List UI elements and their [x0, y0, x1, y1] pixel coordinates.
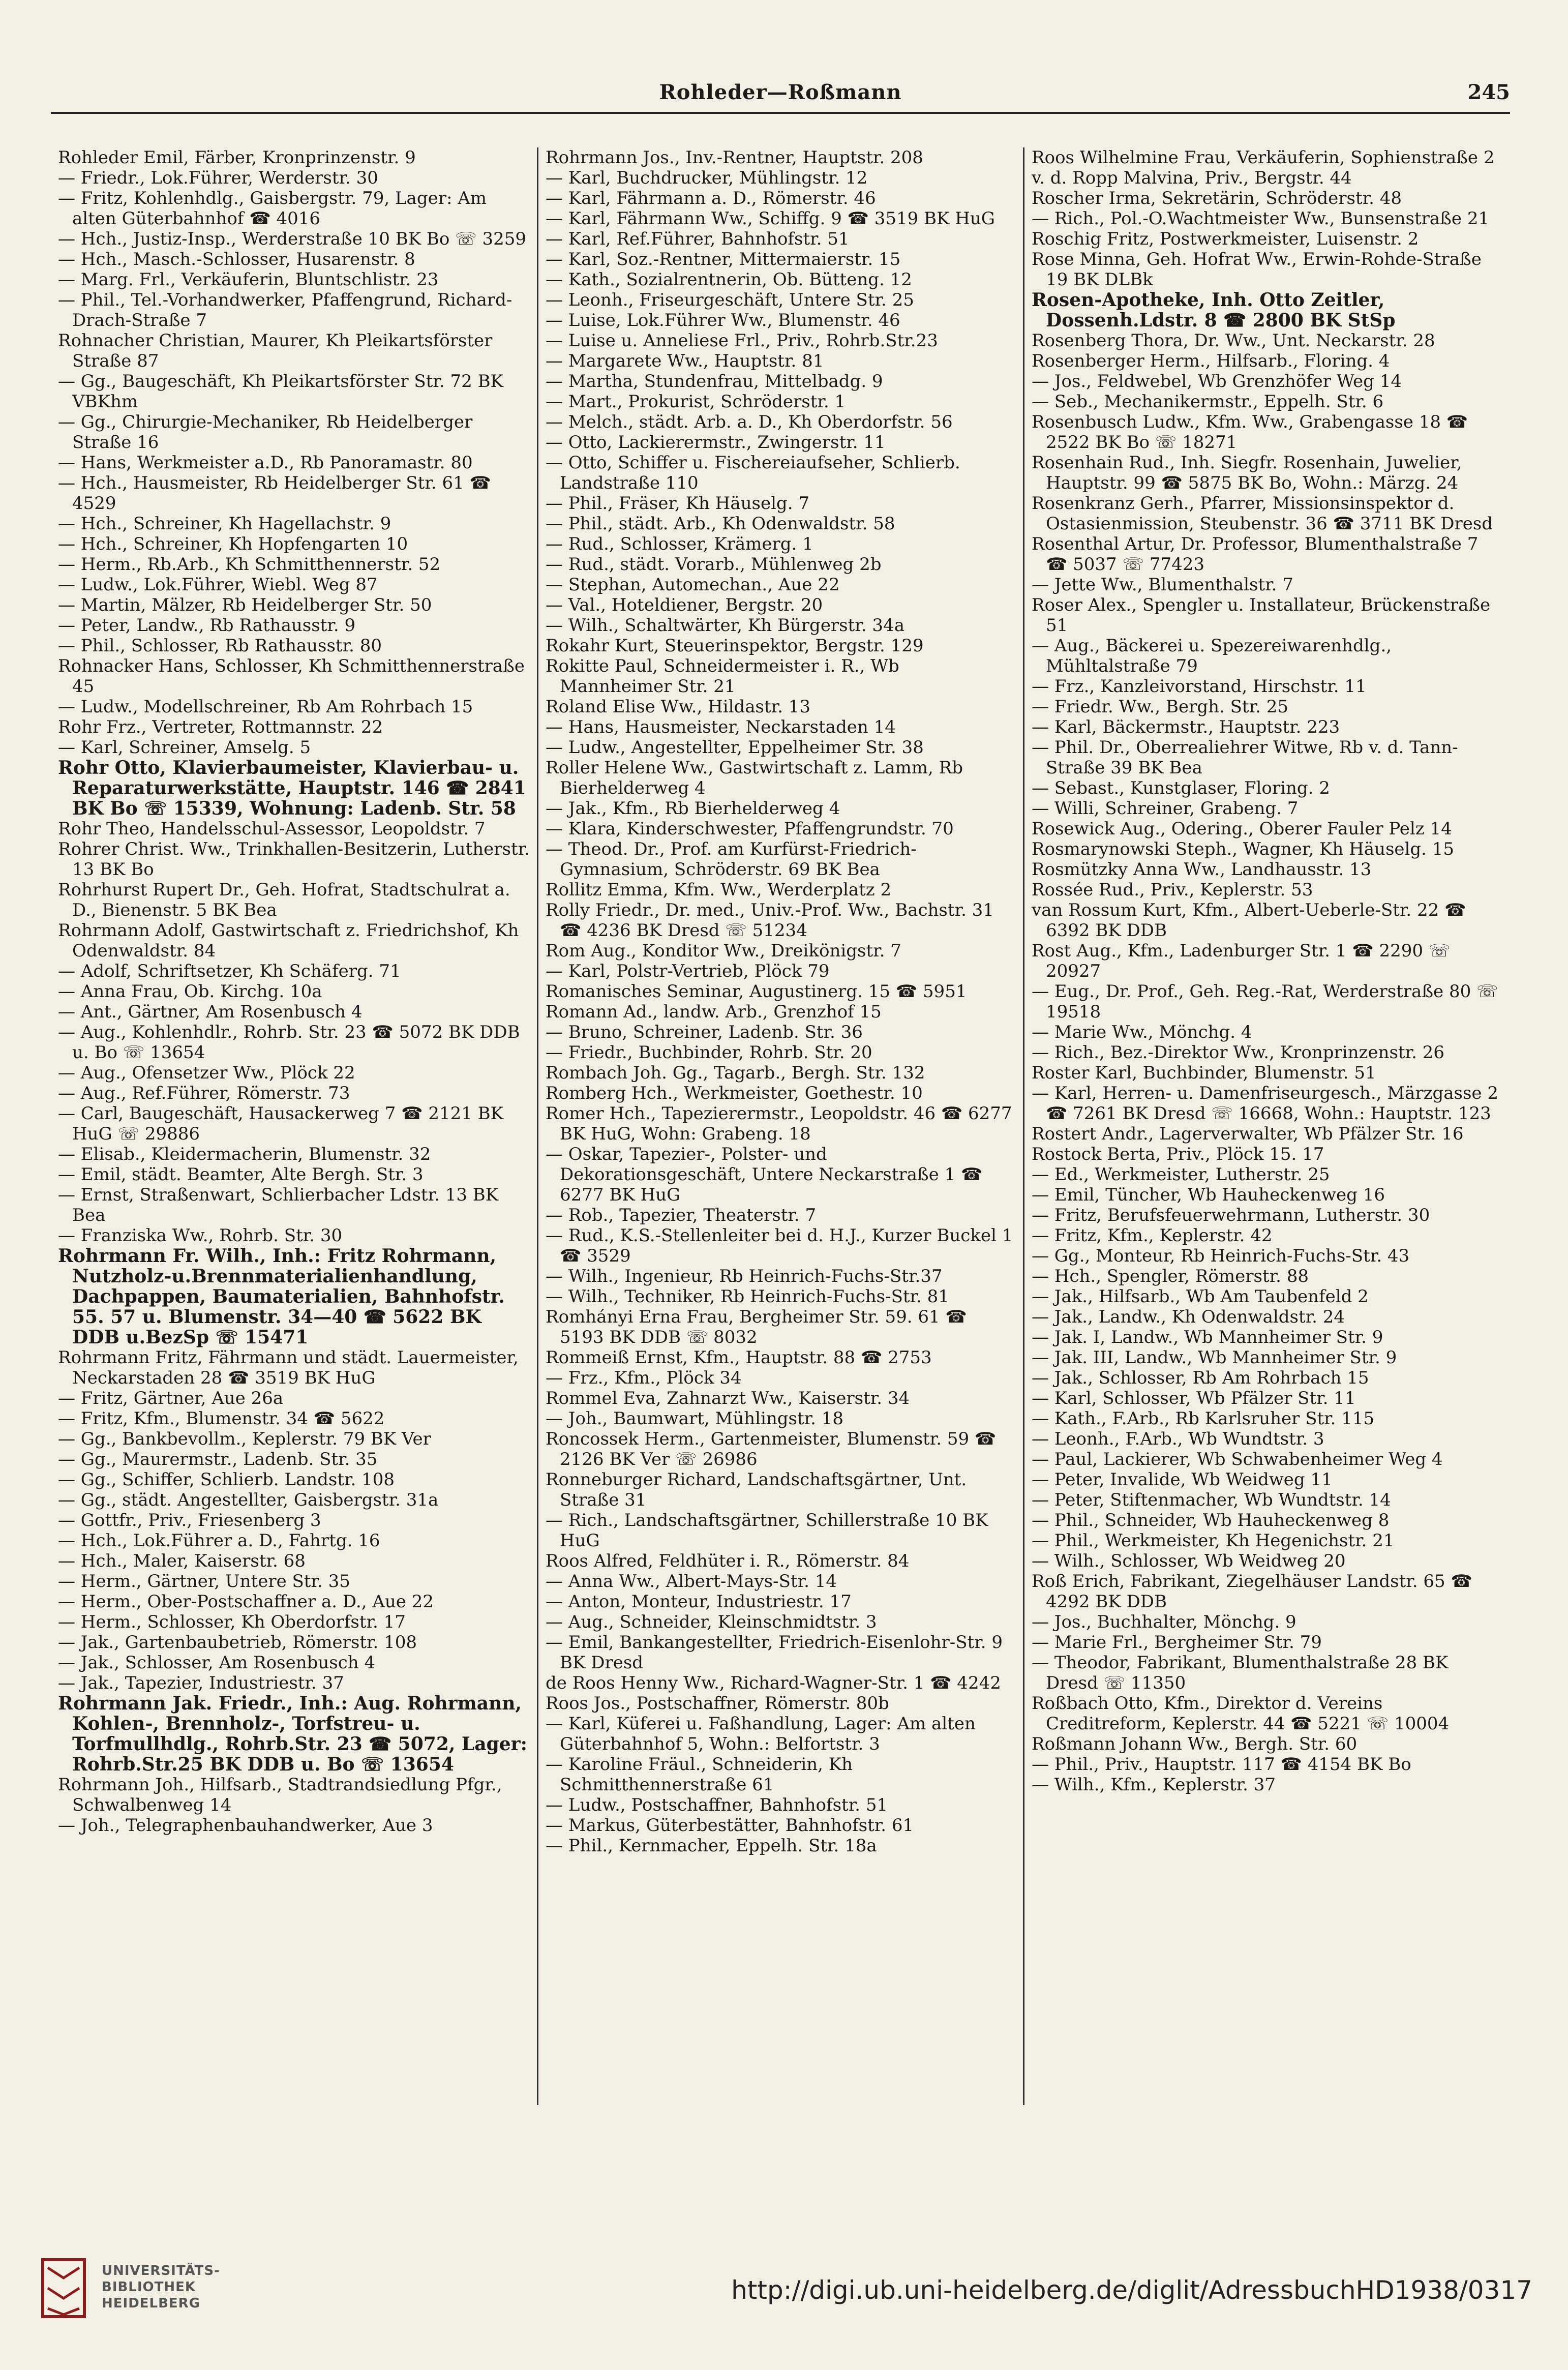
page-header	[51, 76, 1510, 114]
column-middle	[537, 147, 1023, 2105]
directory-entry: Rolly Friedr., Dr. med., Univ.-Prof. Ww., Bachstr. 31 ☎ 4236 BK Dresd ☏ 51234	[546, 900, 994, 941]
directory-entry: — Peter, Invalide, Wb Weidweg 11	[1032, 1469, 1333, 1490]
directory-entry: — Frz., Kanzleivorstand, Hirschstr. 11	[1032, 676, 1367, 697]
viewer-footer	[0, 2186, 1568, 2370]
directory-entry: — Frz., Kfm., Plöck 34	[546, 1368, 742, 1388]
directory-entry: — Marie Frl., Bergheimer Str. 79	[1032, 1632, 1322, 1653]
directory-entry: — Gg., Baugeschäft, Kh Pleikartsförster Str. 72 BK VBKhm	[58, 371, 503, 412]
directory-entry: — Kath., F.Arb., Rb Karlsruher Str. 115	[1032, 1408, 1375, 1429]
directory-entry: — Fritz, Kfm., Keplerstr. 42	[1032, 1225, 1273, 1246]
directory-entry: Rollitz Emma, Kfm. Ww., Werderplatz 2	[546, 880, 892, 900]
directory-entry: — Eug., Dr. Prof., Geh. Reg.-Rat, Werderstraße 80 ☏ 19518	[1032, 981, 1498, 1022]
directory-entry: — Margarete Ww., Hauptstr. 81	[546, 351, 824, 371]
running-head: Rohleder—Roßmann	[659, 80, 902, 104]
directory-entry: — Jos., Feldwebel, Wb Grenzhöfer Weg 14	[1032, 371, 1402, 392]
directory-entry: Roß Erich, Fabrikant, Ziegelhäuser Landstr. 65 ☎ 4292 BK DDB	[1032, 1571, 1472, 1612]
directory-entry: — Emil, Tüncher, Wb Hauheckenweg 16	[1032, 1185, 1385, 1205]
directory-entry: Rohrer Christ. Ww., Trinkhallen-Besitzerin, Lutherstr. 13 BK Bo	[58, 839, 530, 880]
directory-entry: — Seb., Mechanikermstr., Eppelh. Str. 6	[1032, 392, 1384, 412]
directory-entry: — Marg. Frl., Verkäuferin, Bluntschlistr. 23	[58, 269, 439, 290]
directory-entry: — Oskar, Tapezier-, Polster- und Dekorationsgeschäft, Untere Neckarstraße 1 ☎ 6277 BK HuG	[546, 1144, 983, 1205]
directory-entry: Romer Hch., Tapezierermstr., Leopoldstr. 46 ☎ 6277 BK HuG, Wohn: Grabeng. 18	[546, 1103, 1012, 1144]
library-name-line: HEIDELBERG	[102, 2296, 201, 2311]
directory-entry: — Jak. III, Landw., Wb Mannheimer Str. 9	[1032, 1347, 1397, 1368]
directory-entry: — Anna Ww., Albert-Mays-Str. 14	[546, 1571, 837, 1592]
directory-entry: — Karl, Fährmann Ww., Schiffg. 9 ☎ 3519 BK HuG	[546, 208, 995, 229]
directory-entry: — Leonh., Friseurgeschäft, Untere Str. 25	[546, 290, 914, 310]
directory-entry: Rohleder Emil, Färber, Kronprinzenstr. 9	[58, 147, 416, 168]
directory-entry: — Jak., Hilfsarb., Wb Am Taubenfeld 2	[1032, 1286, 1369, 1307]
directory-entry: Romanisches Seminar, Augustinerg. 15 ☎ 5951	[546, 981, 967, 1002]
directory-entry: Roos Alfred, Feldhüter i. R., Römerstr. 84	[546, 1551, 910, 1571]
directory-entry: — Aug., Schneider, Kleinschmidtstr. 3	[546, 1612, 877, 1632]
directory-entry: — Leonh., F.Arb., Wb Wundtstr. 3	[1032, 1429, 1324, 1449]
directory-entry: — Melch., städt. Arb. a. D., Kh Oberdorfstr. 56	[546, 412, 953, 432]
directory-entry: Rossée Rud., Priv., Keplerstr. 53	[1032, 880, 1313, 900]
directory-entry: — Aug., Ofensetzer Ww., Plöck 22	[58, 1063, 355, 1083]
directory-entry: — Ludw., Angestellter, Eppelheimer Str. 38	[546, 737, 924, 758]
directory-entry: Rokitte Paul, Schneidermeister i. R., Wb Mannheimer Str. 21	[546, 656, 899, 697]
directory-entry: Rosenhain Rud., Inh. Siegfr. Rosenhain, Juwelier, Hauptstr. 99 ☎ 5875 BK Bo, Wohn.: Märzg. 24	[1032, 453, 1462, 493]
directory-entry: Romhányi Erna Frau, Bergheimer Str. 59. 61 ☎ 5193 BK DDB ☏ 8032	[546, 1307, 967, 1347]
directory-entry: — Aug., Kohlenhdlr., Rohrb. Str. 23 ☎ 5072 BK DDB u. Bo ☏ 13654	[58, 1022, 520, 1063]
directory-entry: — Luise u. Anneliese Frl., Priv., Rohrb.Str.23	[546, 331, 938, 351]
directory-entry: — Hch., Spengler, Römerstr. 88	[1032, 1266, 1309, 1286]
directory-entry: — Karl, Herren- u. Damenfriseurgesch., Märzgasse 2 ☎ 7261 BK Dresd ☏ 16668, Wohn.: Hauptstr. 123	[1032, 1083, 1498, 1124]
directory-entry: — Willi, Schreiner, Grabeng. 7	[1032, 798, 1299, 819]
directory-entry: — Karl, Fährmann a. D., Römerstr. 46	[546, 188, 876, 208]
directory-entry: — Hch., Maler, Kaiserstr. 68	[58, 1551, 306, 1571]
directory-entry: — Phil., Werkmeister, Kh Hegenichstr. 21	[1032, 1531, 1395, 1551]
directory-entry: v. d. Ropp Malvina, Priv., Bergstr. 44	[1032, 168, 1352, 188]
directory-entry: Rohrmann Adolf, Gastwirtschaft z. Friedrichshof, Kh Odenwaldstr. 84	[58, 920, 519, 961]
directory-entry: — Herm., Gärtner, Untere Str. 35	[58, 1571, 350, 1592]
directory-entry: — Theod. Dr., Prof. am Kurfürst-Friedrich-Gymnasium, Schröderstr. 69 BK Bea	[546, 839, 917, 880]
directory-entry: — Karl, Schlosser, Wb Pfälzer Str. 11	[1032, 1388, 1356, 1408]
directory-entry: Rombach Joh. Gg., Tagarb., Bergh. Str. 132	[546, 1063, 925, 1083]
directory-entry: Rosewick Aug., Odering., Oberer Fauler Pelz 14	[1032, 819, 1452, 839]
directory-entry: — Hch., Masch.-Schlosser, Husarenstr. 8	[58, 249, 415, 269]
directory-entry: — Phil., städt. Arb., Kh Odenwaldstr. 58	[546, 514, 895, 534]
directory-entry: Roos Jos., Postschaffner, Römerstr. 80b	[546, 1693, 889, 1714]
directory-entry: Roller Helene Ww., Gastwirtschaft z. Lamm, Rb Bierhelderweg 4	[546, 758, 963, 798]
directory-entry: Rostert Andr., Lagerverwalter, Wb Pfälzer Str. 16	[1032, 1124, 1464, 1144]
directory-entry: Rosenbusch Ludw., Kfm. Ww., Grabengasse 18 ☎ 2522 BK Bo ☏ 18271	[1032, 412, 1468, 453]
directory-entry: Roos Wilhelmine Frau, Verkäuferin, Sophienstraße 2	[1032, 147, 1495, 168]
directory-entry: — Wilh., Techniker, Rb Heinrich-Fuchs-Str. 81	[546, 1286, 949, 1307]
directory-entry: — Gg., Schiffer, Schlierb. Landstr. 108	[58, 1469, 395, 1490]
directory-entry: Rohrmann Fritz, Fährmann und städt. Lauermeister, Neckarstaden 28 ☎ 3519 BK HuG	[58, 1347, 519, 1388]
directory-entry: — Jak. I, Landw., Wb Mannheimer Str. 9	[1032, 1327, 1383, 1347]
library-name-line: BIBLIOTHEK	[102, 2279, 196, 2295]
directory-entry: — Wilh., Schlosser, Wb Weidweg 20	[1032, 1551, 1346, 1571]
directory-entry: — Phil., Priv., Hauptstr. 117 ☎ 4154 BK Bo	[1032, 1754, 1411, 1775]
directory-entry: Rohr Theo, Handelsschul-Assessor, Leopoldstr. 7	[58, 819, 486, 839]
directory-entry: Roster Karl, Buchbinder, Blumenstr. 51	[1032, 1063, 1376, 1083]
directory-entry: — Herm., Rb.Arb., Kh Schmitthennerstr. 52	[58, 554, 441, 575]
directory-entry: — Paul, Lackierer, Wb Schwabenheimer Weg 4	[1032, 1449, 1443, 1469]
directory-entry: — Peter, Landw., Rb Rathausstr. 9	[58, 615, 356, 636]
directory-entry: Rostock Berta, Priv., Plöck 15. 17	[1032, 1144, 1324, 1164]
directory-entry: — Rich., Landschaftsgärtner, Schillerstraße 10 BK HuG	[546, 1510, 988, 1551]
directory-entry: — Val., Hoteldiener, Bergstr. 20	[546, 595, 823, 615]
directory-entry: — Theodor, Fabrikant, Blumenthalstraße 28 BK Dresd ☏ 11350	[1032, 1653, 1449, 1693]
directory-entry: — Gg., städt. Angestellter, Gaisbergstr. 31a	[58, 1490, 439, 1510]
directory-entry: — Ludw., Lok.Führer, Wiebl. Weg 87	[58, 575, 378, 595]
directory-entry: — Rich., Bez.-Direktor Ww., Kronprinzenstr. 26	[1032, 1042, 1444, 1063]
directory-entry: — Karl, Polstr-Vertrieb, Plöck 79	[546, 961, 830, 981]
directory-entry: — Emil, städt. Beamter, Alte Bergh. Str. 3	[58, 1164, 424, 1185]
directory-entry: — Markus, Güterbestätter, Bahnhofstr. 61	[546, 1815, 914, 1836]
directory-entry: — Joh., Baumwart, Mühlingstr. 18	[546, 1408, 844, 1429]
directory-entry: Rommeiß Ernst, Kfm., Hauptstr. 88 ☎ 2753	[546, 1347, 932, 1368]
directory-entry: — Rud., Schlosser, Krämerg. 1	[546, 534, 813, 554]
directory-entry: — Karl, Küferei u. Faßhandlung, Lager: Am alten Güterbahnhof 5, Wohn.: Belfortstr. 3	[546, 1714, 976, 1754]
directory-entry: Rohrmann Jos., Inv.-Rentner, Hauptstr. 208	[546, 147, 923, 168]
directory-entry: — Karl, Ref.Führer, Bahnhofstr. 51	[546, 229, 850, 249]
directory-entry: Roscher Irma, Sekretärin, Schröderstr. 48	[1032, 188, 1402, 208]
directory-columns	[51, 147, 1510, 2105]
directory-entry: — Bruno, Schreiner, Ladenb. Str. 36	[546, 1022, 863, 1042]
directory-entry: Roßbach Otto, Kfm., Direktor d. Vereins Creditreform, Keplerstr. 44 ☎ 5221 ☏ 10004	[1032, 1693, 1450, 1734]
directory-entry: — Hch., Justiz-Insp., Werderstraße 10 BK Bo ☏ 3259	[58, 229, 527, 249]
directory-entry: Rommel Eva, Zahnarzt Ww., Kaiserstr. 34	[546, 1388, 910, 1408]
directory-entry: — Luise, Lok.Führer Ww., Blumenstr. 46	[546, 310, 900, 331]
library-name-line: UNIVERSITÄTS-	[102, 2263, 220, 2278]
directory-entry: — Kath., Sozialrentnerin, Ob. Bütteng. 12	[546, 269, 912, 290]
directory-entry: Rohnacker Hans, Schlosser, Kh Schmitthennerstraße 45	[58, 656, 525, 697]
directory-entry: Rosenthal Artur, Dr. Professor, Blumenthalstraße 7 ☎ 5037 ☏ 77423	[1032, 534, 1479, 575]
directory-entry: — Martha, Stundenfrau, Mittelbadg. 9	[546, 371, 883, 392]
directory-entry: — Peter, Stiftenmacher, Wb Wundtstr. 14	[1032, 1490, 1391, 1510]
directory-entry: — Rob., Tapezier, Theaterstr. 7	[546, 1205, 817, 1225]
directory-entry: Rohrmann Jak. Friedr., Inh.: Aug. Rohrmann, Kohlen-, Brennholz-, Torfstreu- u. Torfmullhdlg., Rohrb.Str. 23 ☎ 5072, Lager: Rohrb.Str.25 BK DDB u. Bo ☏ 13654	[58, 1693, 527, 1775]
directory-entry: — Wilh., Ingenieur, Rb Heinrich-Fuchs-Str.37	[546, 1266, 943, 1286]
directory-entry: — Aug., Bäckerei u. Spezereiwarenhdlg., Mühltalstraße 79	[1032, 636, 1392, 676]
directory-entry: — Fritz, Kfm., Blumenstr. 34 ☎ 5622	[58, 1408, 385, 1429]
directory-entry: — Hch., Schreiner, Kh Hagellachstr. 9	[58, 514, 391, 534]
directory-entry: Romberg Hch., Werkmeister, Goethestr. 10	[546, 1083, 923, 1103]
source-url-link[interactable]: http://digi.ub.uni-heidelberg.de/diglit/AdressbuchHD1938/0317	[731, 2275, 1532, 2305]
directory-entry: — Fritz, Berufsfeuerwehrmann, Lutherstr. 30	[1032, 1205, 1430, 1225]
directory-entry: — Hch., Hausmeister, Rb Heidelberger Str. 61 ☎ 4529	[58, 473, 491, 514]
directory-entry: — Martin, Mälzer, Rb Heidelberger Str. 50	[58, 595, 432, 615]
directory-entry: — Anton, Monteur, Industriestr. 17	[546, 1592, 852, 1612]
directory-entry: — Herm., Ober-Postschaffner a. D., Aue 22	[58, 1592, 434, 1612]
directory-entry: — Franziska Ww., Rohrb. Str. 30	[58, 1225, 343, 1246]
directory-entry: — Jak., Kfm., Rb Bierhelderweg 4	[546, 798, 840, 819]
directory-entry: — Emil, Bankangestellter, Friedrich-Eisenlohr-Str. 9 BK Dresd	[546, 1632, 1003, 1673]
directory-entry: — Gottfr., Priv., Friesenberg 3	[58, 1510, 321, 1531]
directory-entry: — Wilh., Kfm., Keplerstr. 37	[1032, 1775, 1276, 1795]
directory-entry: — Anna Frau, Ob. Kirchg. 10a	[58, 981, 322, 1002]
directory-entry: — Fritz, Gärtner, Aue 26a	[58, 1388, 284, 1408]
directory-entry: — Rich., Pol.-O.Wachtmeister Ww., Bunsenstraße 21	[1032, 208, 1490, 229]
directory-entry: — Phil. Dr., Oberrealiehrer Witwe, Rb v. d. Tann-Straße 39 BK Bea	[1032, 737, 1458, 778]
library-name	[102, 2263, 220, 2312]
directory-entry: — Jak., Gartenbaubetrieb, Römerstr. 108	[58, 1632, 417, 1653]
column-right	[1023, 147, 1509, 2105]
directory-entry: — Ludw., Postschaffner, Bahnhofstr. 51	[546, 1795, 888, 1815]
directory-entry: Roland Elise Ww., Hildastr. 13	[546, 697, 811, 717]
directory-entry: — Karl, Buchdrucker, Mühlingstr. 12	[546, 168, 868, 188]
directory-entry: Rohr Frz., Vertreter, Rottmannstr. 22	[58, 717, 383, 737]
directory-entry: Rohr Otto, Klavierbaumeister, Klavierbau- u. Reparaturwerkstätte, Hauptstr. 146 ☎ 2841 BK Bo ☏ 15339, Wohnung: Ladenb. Str. 58	[58, 757, 526, 819]
directory-entry: Rost Aug., Kfm., Ladenburger Str. 1 ☎ 2290 ☏ 20927	[1032, 941, 1451, 981]
directory-entry: — Stephan, Automechan., Aue 22	[546, 575, 840, 595]
directory-entry: — Elisab., Kleidermacherin, Blumenstr. 32	[58, 1144, 431, 1164]
directory-entry: Roschig Fritz, Postwerkmeister, Luisenstr. 2	[1032, 229, 1419, 249]
directory-entry: — Karoline Fräul., Schneiderin, Kh Schmitthennerstraße 61	[546, 1754, 853, 1795]
directory-entry: — Karl, Schreiner, Amselg. 5	[58, 737, 311, 758]
directory-entry: Rosmarynowski Steph., Wagner, Kh Häuselg. 15	[1032, 839, 1455, 859]
directory-entry: — Ed., Werkmeister, Lutherstr. 25	[1032, 1164, 1330, 1185]
directory-entry: — Hans, Hausmeister, Neckarstaden 14	[546, 717, 896, 737]
directory-entry: — Otto, Lackierermstr., Zwingerstr. 11	[546, 432, 886, 453]
directory-entry: Rose Minna, Geh. Hofrat Ww., Erwin-Rohde-Straße 19 BK DLBk	[1032, 249, 1482, 290]
directory-entry: — Phil., Schlosser, Rb Rathausstr. 80	[58, 636, 382, 656]
directory-entry: — Phil., Fräser, Kh Häuselg. 7	[546, 493, 809, 514]
directory-entry: Rosen-Apotheke, Inh. Otto Zeitler, Dossenh.Ldstr. 8 ☎ 2800 BK StSp	[1032, 289, 1396, 331]
directory-entry: — Sebast., Kunstglaser, Floring. 2	[1032, 778, 1330, 798]
directory-entry: — Jak., Schlosser, Am Rosenbusch 4	[58, 1653, 376, 1673]
directory-entry: — Marie Ww., Mönchg. 4	[1032, 1022, 1252, 1042]
directory-entry: Romann Ad., landw. Arb., Grenzhof 15	[546, 1002, 882, 1022]
directory-entry: — Gg., Bankbevollm., Keplerstr. 79 BK Ver	[58, 1429, 431, 1449]
directory-entry: — Ernst, Straßenwart, Schlierbacher Ldstr. 13 BK Bea	[58, 1185, 499, 1225]
directory-entry: — Rud., K.S.-Stellenleiter bei d. H.J., Kurzer Buckel 1 ☎ 3529	[546, 1225, 1013, 1266]
directory-entry: Roncossek Herm., Gartenmeister, Blumenstr. 59 ☎ 2126 BK Ver ☏ 26986	[546, 1429, 997, 1469]
directory-entry: Rokahr Kurt, Steuerinspektor, Bergstr. 129	[546, 636, 924, 656]
directory-entry: Rom Aug., Konditor Ww., Dreikönigstr. 7	[546, 941, 901, 961]
directory-entry: Rosenberger Herm., Hilfsarb., Floring. 4	[1032, 351, 1390, 371]
directory-entry: Roßmann Johann Ww., Bergh. Str. 60	[1032, 1734, 1358, 1754]
directory-entry: — Jak., Tapezier, Industriestr. 37	[58, 1673, 344, 1693]
directory-entry: Rosenkranz Gerh., Pfarrer, Missionsinspektor d. Ostasienmission, Steubenstr. 36 ☎ 3711 BK Dresd	[1032, 493, 1493, 534]
directory-entry: — Otto, Schiffer u. Fischereiaufseher, Schlierb. Landstraße 110	[546, 453, 960, 493]
directory-entry: — Ant., Gärtner, Am Rosenbusch 4	[58, 1002, 363, 1022]
directory-entry: — Fritz, Kohlenhdlg., Gaisbergstr. 79, Lager: Am alten Güterbahnhof ☎ 4016	[58, 188, 487, 229]
directory-entry: — Rud., städt. Vorarb., Mühlenweg 2b	[546, 554, 882, 575]
directory-entry: Rohrhurst Rupert Dr., Geh. Hofrat, Stadtschulrat a. D., Bienenstr. 5 BK Bea	[58, 880, 510, 920]
directory-entry: Roser Alex., Spengler u. Installateur, Brückenstraße 51	[1032, 595, 1491, 636]
directory-entry: — Gg., Chirurgie-Mechaniker, Rb Heidelberger Straße 16	[58, 412, 473, 453]
directory-entry: — Jak., Schlosser, Rb Am Rohrbach 15	[1032, 1368, 1369, 1388]
directory-entry: van Rossum Kurt, Kfm., Albert-Ueberle-Str. 22 ☎ 6392 BK DDB	[1032, 900, 1466, 941]
directory-entry: — Karl, Soz.-Rentner, Mittermaierstr. 15	[546, 249, 901, 269]
directory-entry: — Carl, Baugeschäft, Hausackerweg 7 ☎ 2121 BK HuG ☏ 29886	[58, 1103, 504, 1144]
directory-entry: — Friedr. Ww., Bergh. Str. 25	[1032, 697, 1288, 717]
page-number: 245	[1467, 80, 1510, 104]
directory-entry: — Herm., Schlosser, Kh Oberdorfstr. 17	[58, 1612, 406, 1632]
directory-entry: — Karl, Bäckermstr., Hauptstr. 223	[1032, 717, 1340, 737]
directory-entry: Rohrmann Joh., Hilfsarb., Stadtrandsiedlung Pfgr., Schwalbenweg 14	[58, 1775, 502, 1815]
directory-entry: — Ludw., Modellschreiner, Rb Am Rohrbach 15	[58, 697, 473, 717]
directory-entry: — Gg., Maurermstr., Ladenb. Str. 35	[58, 1449, 378, 1469]
directory-entry: — Adolf, Schriftsetzer, Kh Schäferg. 71	[58, 961, 401, 981]
directory-entry: — Hch., Schreiner, Kh Hopfengarten 10	[58, 534, 408, 554]
directory-entry: — Friedr., Buchbinder, Rohrb. Str. 20	[546, 1042, 872, 1063]
directory-entry: Ronneburger Richard, Landschaftsgärtner, Unt. Straße 31	[546, 1469, 967, 1510]
directory-entry: — Jak., Landw., Kh Odenwaldstr. 24	[1032, 1307, 1345, 1327]
directory-entry: — Hans, Werkmeister a.D., Rb Panoramastr. 80	[58, 453, 473, 473]
directory-entry: Rosmützky Anna Ww., Landhausstr. 13	[1032, 859, 1372, 880]
directory-entry: — Jette Ww., Blumenthalstr. 7	[1032, 575, 1293, 595]
directory-entry: — Gg., Monteur, Rb Heinrich-Fuchs-Str. 43	[1032, 1246, 1410, 1266]
directory-entry: — Hch., Lok.Führer a. D., Fahrtg. 16	[58, 1531, 380, 1551]
directory-entry: — Klara, Kinderschwester, Pfaffengrundstr. 70	[546, 819, 954, 839]
directory-entry: Rosenberg Thora, Dr. Ww., Unt. Neckarstr. 28	[1032, 331, 1435, 351]
directory-entry: — Phil., Schneider, Wb Hauheckenweg 8	[1032, 1510, 1390, 1531]
directory-entry: — Friedr., Lok.Führer, Werderstr. 30	[58, 168, 378, 188]
directory-entry: — Aug., Ref.Führer, Römerstr. 73	[58, 1083, 350, 1103]
column-left	[51, 147, 537, 2105]
directory-entry: Rohnacher Christian, Maurer, Kh Pleikartsförster Straße 87	[58, 331, 493, 371]
directory-entry: de Roos Henny Ww., Richard-Wagner-Str. 1 ☎ 4242	[546, 1673, 1001, 1693]
directory-entry: Rohrmann Fr. Wilh., Inh.: Fritz Rohrmann, Nutzholz-u.Brennmaterialienhandlung, Dachpappen, Baumaterialien, Bahnhofstr. 55. 57 u. Blumenstr. 34—40 ☎ 5622 BK DDB u.BezSp ☏ 15471	[58, 1245, 505, 1348]
directory-entry: — Wilh., Schaltwärter, Kh Bürgerstr. 34a	[546, 615, 904, 636]
directory-entry: — Phil., Kernmacher, Eppelh. Str. 18a	[546, 1836, 877, 1856]
directory-entry: — Joh., Telegraphenbauhandwerker, Aue 3	[58, 1815, 433, 1836]
directory-entry: — Phil., Tel.-Vorhandwerker, Pfaffengrund, Richard-Drach-Straße 7	[58, 290, 512, 331]
directory-entry: — Mart., Prokurist, Schröderstr. 1	[546, 392, 846, 412]
directory-entry: — Jos., Buchhalter, Mönchg. 9	[1032, 1612, 1296, 1632]
university-library-logo-icon	[41, 2258, 86, 2319]
